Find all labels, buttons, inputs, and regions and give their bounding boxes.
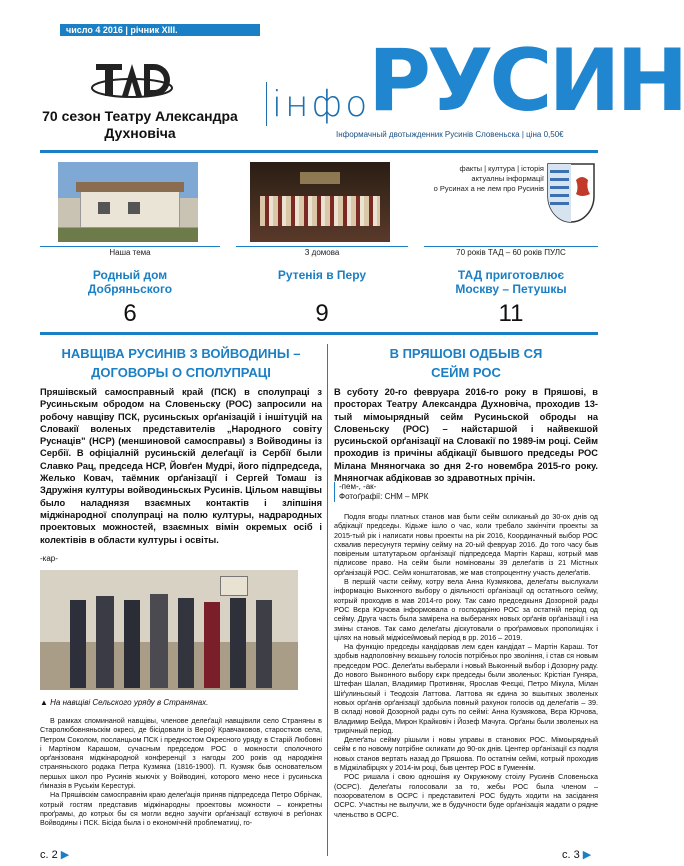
tagline: Iнформачный двотыжденник Русинiв Словеньска | цiна 0,50€ [336,130,564,139]
teaser-page-number: 11 [498,300,524,327]
title-divider [266,82,267,126]
body-paragraph: Делеґаты сейму рішыли і новы управы в станових РОС. Мімоырядный сейм є по новому потрібне скликати до 90-ох днів. Центер орґанізації єз подля новых станов вертать назад до Пряшова. По остатнім сеймі, котрый проходив в Міджілабірцях у 2014-ім році, быв центер РОС в Гуменнім. [334,735,598,773]
left-article-headline [40,344,322,382]
body-paragraph: На функцію председы кандідовав лем єден кандідат – Мартін Караш. Тот здобыв надполовічну вєкшыну голосів потрібных про звоління, і став ся новым председом РОС. Делеґаты выберали і новый Выконный выбор і Дозорну раду. До нового Выконного выбору єкрк председы были зволеных: Крістіан Гуняра, Штефан Шалап, Владимир Противняк, Ярослав Феєцкі, Петро Мікула, Мілан Шіґулиньскый і Теодозія Латтова. Латтова як єдина зо вшыткых зволеных новых орґанів орґанізації здобыла повный рахунок голосів од делеґатів – 39. В складі новой Дозорной рады суть по сеймі: Анна Кузмякова, Вєра Юрчова, Владимир Бейда, Мирон Крайковіч і Йозеф Мачуга. Орґаны были зволеных на трирічный період. [334,642,599,735]
left-article-lead: Пряшівскый самосправный край (ПСК) в сполупраці з Русиньскым обродом на Словеньску (РОС) запросили на робочу навщіву ПСК, русиньскых орґанізацій і іншітуцій на Словакії воленых представителів „Народного совіту Руснаців" (НСР) (меншиновой самосправы) з Войводины із Сербії. В офіціалній русиньскій делеґації із Сербії были Славко Рац, председа НСР, Йовґен Мудрі, його підпредседа, Желько Ковач, таёмник орґанізації і Сергей Томаш із Здружіня културы войводиньскых Русинів. Цільом навщівы было наладнязя взаємных контактів і зліпшіня міджінародної сполупраці на полю културы, надрародных проектовых можностей, взаємных вімін окремых осіб і колектівів в области културы і освіты. [40,387,322,545]
teaser-title-line: ТАД приготовлює [457,268,565,282]
teaser-rule [236,246,408,247]
headline-line: НАВЩIВА РУСИНIВ З ВОЙВОДИНЫ – [61,346,301,361]
right-article-headline [334,344,598,382]
headline-line: ДОГОВОРЫ О СПОЛУПРАЦI [91,365,271,380]
teaser-title-line: Родный дом [92,268,168,282]
photo-caption-row [40,698,322,707]
headline-line: СЕЙМ РОС [431,365,501,380]
body-paragraph: В рамках споминаной навщівы, членове делеґації навщівили село Страняны в Старолюбовняньскім окресі, де бісідовали із Вероў Кравчаковов, старостков села, Петром Соколом, посланцьом ПСК і предностом Окресного уряду в Старій Любовні і Мартіном Карашом, сучасным председом РОС о можности сполочного орґанізованя міджінародной конференції з нагоды 200 років од народжіня страняньского родака Петра Кузмяка (1816-1900). П. Кузмяк быв основательом першых школ про Русинів жыючіх у Войводині, которого мено несе і русиньска ґімназія в Руськім Керестурі. [40,716,322,791]
teaser-photo-house [58,162,198,242]
body-paragraph: Подля вгоды платных станов мав быти сейм скликаный до 30-ох днів од абдікації председы. Кідьже ішло о час, коли требало закінчіти проекты за 2015-тый рік і написати новы проекты на рік 2016, Координачный выбор РОС схвалив пересунутя терміну сейму на 20-ый февруар 2016. До того часу быв повіреным штатутарьом орґанізації підпредседа Мартін Караш, котрый мав підписове право. На сейм были номінованы 39 делеґатів із 21 Містных орґанізацій РОС. Сейм конштатовав, же мав стопроцентну участь делеґатів. [334,512,598,577]
facts-line: актуалны iнформацiї [471,174,544,183]
left-article-body [40,716,322,828]
triangle-right-icon: ▶ [582,849,592,861]
teaser-title-link[interactable] [236,268,408,282]
issue-bar: число 4 2016 | рiчник XIII. [60,24,260,36]
coat-of-arms-icon [546,162,596,224]
caption-triangle-icon: ▲ [40,698,51,707]
body-paragraph: В першій части сейму, котру вела Анна Кузмякова, делеґаты выслухали інформацію Выконного выбору о діяльності орґанізації од остатнього сейму, котрый проходив в мав 2014-го року. Так само председкыня Дозорной рады РОС Вєра Юрчова інформовала о господаріню РОС за остатній період од сейму. Друга часть была замірена на выберанях новых орґанів орґанізації і на зміны станов. Так само делеґаты діскутовали о проґрамовых прополиціях і цілях на новый міджісеймовый період в рр. 2016 – 2019. [334,577,598,642]
signature-line: -пем-, -ак- [339,482,377,491]
teaser-title-line: Добряньского [87,282,173,296]
teaser-title-link[interactable] [40,268,220,296]
right-article-body [334,512,598,819]
page-ref-label: с. 3 [562,849,580,861]
title-rusyn: РУСИН [368,31,684,131]
headline-line: В ПРЯШОВІ ОДБЫВ СЯ [389,346,543,361]
column-divider [327,344,328,856]
title-info: iнфо [272,84,371,125]
right-article-signature [334,482,534,502]
teaser-rule [424,246,598,247]
section-rule [40,332,598,335]
body-paragraph: РОС ришала і свою одношіня ку Окружному стоілу Русинів Словеньска (ОСРС). Делеґаты голосовали за то, жебы РОС была членом – позорователом в ОСРС і представителі РОС будуть ходити на засідання ОСРС. Участны не вылучли, же в будучности буде орґанізація жадати о рядне членьство в ОСРС. [334,772,598,819]
teaser-photo-ensemble [250,162,390,242]
teaser-rule [40,246,220,247]
photo-caption: На навщіві Сельского уряду в Странянах. [50,698,209,707]
facts-line: факты | култура | iсторiя [459,164,544,173]
facts-block [410,164,544,194]
teaser-title-line: Рутенiя в Перу [277,268,367,282]
teaser-title-link[interactable] [424,268,598,296]
left-article-signature: -кар- [40,554,58,563]
tad-logo [86,58,178,102]
page-ref-right[interactable] [558,848,591,861]
teaser-caption: 70 років ТАД – 60 років ПУЛС [456,248,566,257]
masthead-rule [40,150,598,153]
page-ref-label: с. 2 [40,849,58,861]
teaser-page-number: 9 [315,300,329,327]
teaser-caption: З домова [304,248,340,257]
left-headline: 70 сезон Театру Александра Духновiча [42,108,238,141]
teaser-caption: Наша тема [109,248,151,257]
signature-line: Фотоґрафії: СНМ – МРК [339,492,429,501]
triangle-right-icon: ▶ [60,849,70,861]
body-paragraph: На Пряшівскім самосправнім краю делеґація приняв підпредседа Петро Обрічак, котрый гостям представив міджінародны проектовы можности – конкретны проґрамы, до котрых бы ся могли вєдно заучіти орґанізації єствуючі в реґіонах Войводины і ПСК. Бісіда была і о економічній проблематиці, го- [40,790,322,828]
page-ref-left[interactable] [40,848,73,861]
delegation-photo [40,570,298,690]
teaser-title-line: Москву – Петушкы [455,282,567,296]
right-article-lead: В суботу 20-го февруара 2016-го року в Пряшові, в просторах Театру Александра Духновіча, проходив 13-тый мімоырядный сейм Русиньской оброды на Словеньску (РОС) – найстаршой і найвекшой русиньской орґанізації на Словакії по 1989-ім році. Сейм проходив із причіны абдікації бывшого председы РОС Мілана Мняногчака зо дня 2-го новембра 2015-го року. Мняногчак абдіковав зо здравотных прічін. [334,387,598,484]
teaser-page-number: 6 [123,300,137,327]
facts-line: о Русинах а не лем про Русинiв [433,184,544,193]
